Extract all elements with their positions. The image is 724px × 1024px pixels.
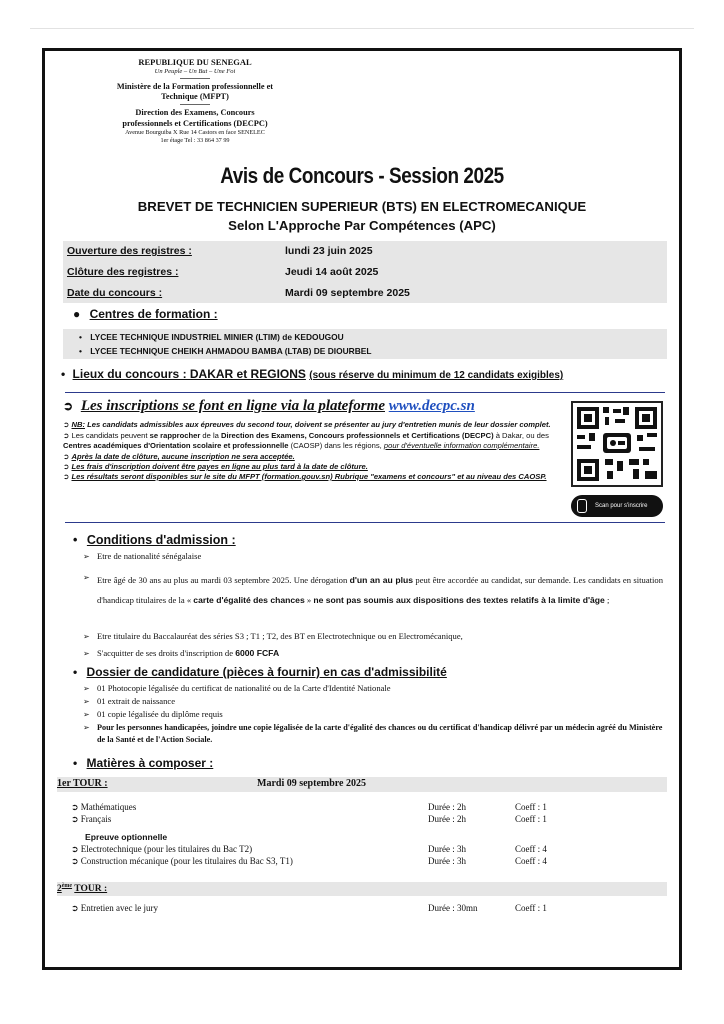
- note-closing: ➲ Après la date de clôture, aucune inscription ne sera acceptée.: [63, 452, 295, 461]
- subject-row: ➲ Entretien avec le jury: [71, 903, 159, 913]
- chevron-right-icon: ➢: [83, 573, 90, 582]
- direction-line1: Direction des Examens, Concours: [135, 108, 255, 118]
- bullet-icon: •: [79, 332, 82, 342]
- subject-duration: Durée : 2h: [428, 802, 466, 812]
- dossier-item-handicap: Pour les personnes handicapées, joindre une copie légalisée de la carte d'égalité des chances ou du certificat d'handicap délivré par un médecin agréé du Ministère de la Santé et de l'Action Sociale.: [97, 723, 663, 744]
- tour1-bar: [57, 777, 667, 792]
- scan-button[interactable]: Scan pour s'inscrire: [571, 495, 663, 517]
- chevron-right-icon: ➢: [83, 723, 90, 732]
- bullet-icon: •: [73, 665, 78, 679]
- chevron-right-icon: ➢: [83, 632, 90, 641]
- inscription-heading: ➲ Les inscriptions se font en ligne via la plateforme www.decpc.sn: [63, 398, 475, 414]
- dossier-item: 01 copie légalisée du diplôme requis: [97, 709, 223, 719]
- tour1-date: Mardi 09 septembre 2025: [257, 778, 366, 789]
- chevron-right-icon: ➢: [83, 710, 90, 719]
- subject-duration: Durée : 2h: [428, 814, 466, 824]
- note-nb: ➲ NB: Les candidats admissibles aux épreuves du second tour, doivent se présenter au jury d'entretien munis de leur dossier complet.: [63, 420, 551, 429]
- header-divider: [180, 104, 210, 105]
- note-fees: ➲ Les frais d'inscription doivent être payes en ligne au plus tard à la date de clôture.: [63, 462, 368, 471]
- tour2-label: 2ème TOUR :: [57, 883, 108, 895]
- tour1-label: 1er TOUR :: [57, 778, 108, 789]
- republic-name: REPUBLIQUE DU SENEGAL: [138, 57, 252, 67]
- subject-coeff: Coeff : 4: [515, 844, 547, 854]
- arrow-right-icon: ➲: [63, 472, 70, 481]
- option-heading: Epreuve optionnelle: [85, 832, 168, 842]
- subject-row: ➲ Construction mécanique (pour les titulaires du Bac S3, T1): [71, 856, 293, 866]
- subject-row: ➲ Français: [71, 814, 112, 824]
- section-rule: [65, 392, 665, 393]
- subject-coeff: Coeff : 1: [515, 802, 547, 812]
- ministry-line1: Ministère de la Formation professionnelle et: [116, 81, 274, 91]
- tour2-bar: [57, 882, 667, 896]
- dossier-item: 01 Photocopie légalisée du certificat de nationalité ou de la Carte d'Identité Nationale: [97, 683, 391, 693]
- chevron-right-icon: ➢: [83, 684, 90, 693]
- bullet-icon: •: [73, 756, 78, 770]
- qr-code-icon[interactable]: [571, 401, 663, 487]
- condition-age: Etre âgé de 30 ans au plus au mardi 03 septembre 2025. Une dérogation d'un an au plus peut être accordée au candidat, sur demande. Les candidats en situation d'handicap titulaires de la « carte d'égalité des chances » ne sont pas soumis aux dispositions des textes relatifs à la limite d'âge ;: [97, 575, 664, 605]
- inscription-notes: [63, 420, 561, 482]
- bullet-icon: ●: [73, 307, 81, 321]
- ministry-line2: Technique (MFPT): [161, 92, 229, 102]
- platform-link[interactable]: www.decpc.sn: [388, 398, 475, 414]
- notice-document: [42, 48, 682, 970]
- chevron-right-icon: ➢: [83, 649, 90, 658]
- condition-nationality: Etre de nationalité sénégalaise: [97, 551, 202, 561]
- page-top-rule: [30, 28, 694, 29]
- address-line1: Avenue Bourguiba X Rue 14 Castors en face SENELEC: [125, 129, 265, 137]
- subject-coeff: Coeff : 1: [515, 903, 547, 913]
- note-contact: ➲ Les candidats peuvent se rapprocher de la Direction des Examens, Concours professionnels et Certifications (DECPC) à Dakar, ou des Centres académiques d'Orientation scolaire et professionnelle (CAOSP) dans les régions, pour d'éventuelle information complémentaire.: [63, 431, 549, 450]
- subtitle-line1: BREVET DE TECHNICIEN SUPERIEUR (BTS) EN ELECTROMECANIQUE: [137, 199, 587, 214]
- phone-icon: [577, 499, 587, 513]
- arrow-right-icon: ➲: [63, 399, 74, 413]
- subject-coeff: Coeff : 4: [515, 856, 547, 866]
- chevron-right-icon: ➢: [83, 552, 90, 561]
- section-rule: [65, 522, 665, 523]
- arrow-right-icon: ➲: [71, 814, 79, 824]
- arrow-right-icon: ➲: [71, 844, 79, 854]
- header-divider: [180, 78, 210, 79]
- official-header: [95, 57, 295, 145]
- national-motto: Un Peuple – Un But – Une Foi: [154, 67, 236, 75]
- note-results: ➲ Les résultats seront disponibles sur le site du MFPT (formation.gouv.sn) Rubrique "examens et concours" et au niveau des CAOSP.: [63, 472, 547, 481]
- conditions-heading: • Conditions d'admission :: [73, 533, 236, 547]
- subject-duration: Durée : 3h: [428, 856, 466, 866]
- subject-duration: Durée : 30mn: [428, 903, 478, 913]
- subject-row: ➲ Mathématiques: [71, 802, 137, 812]
- address-line2: 1er étage Tel : 33 864 37 99: [160, 137, 230, 145]
- subject-coeff: Coeff : 1: [515, 814, 547, 824]
- arrow-right-icon: ➲: [63, 462, 70, 471]
- centre-item: • LYCEE TECHNIQUE CHEIKH AHMADOU BAMBA (LTAB) DE DIOURBEL: [79, 346, 372, 356]
- arrow-right-icon: ➲: [71, 903, 79, 913]
- arrow-right-icon: ➲: [63, 452, 70, 461]
- arrow-right-icon: ➲: [63, 431, 70, 440]
- lieux-line: • Lieux du concours : DAKAR et REGIONS (sous réserve du minimum de 12 candidats exigibles): [61, 367, 564, 381]
- date-row-exam: Date du concours : Mardi 09 septembre 2025: [67, 287, 410, 299]
- bullet-icon: •: [61, 367, 66, 381]
- subject-row: ➲ Electrotechnique (pour les titulaires du Bac T2): [71, 844, 253, 854]
- subtitle-line2: Selon L'Approche Par Compétences (APC): [228, 218, 496, 233]
- centre-item: • LYCEE TECHNIQUE INDUSTRIEL MINIER (LTIM) de KEDOUGOU: [79, 332, 344, 342]
- notice-title: Avis de Concours - Session 2025: [220, 163, 504, 188]
- dossier-heading: • Dossier de candidature (pièces à fournir) en cas d'admissibilité: [73, 665, 447, 679]
- subject-duration: Durée : 3h: [428, 844, 466, 854]
- dossier-item: 01 extrait de naissance: [97, 696, 176, 706]
- qr-code-graphic: [573, 403, 661, 485]
- condition-fees: S'acquitter de ses droits d'inscription de 6000 FCFA: [97, 648, 280, 658]
- date-row-opening: Ouverture des registres : lundi 23 juin 2025: [67, 245, 373, 257]
- chevron-right-icon: ➢: [83, 697, 90, 706]
- matieres-heading: • Matières à composer :: [73, 756, 214, 770]
- condition-diploma: Etre titulaire du Baccalauréat des séries S3 ; T1 ; T2, des BT en Electrotechnique ou en Electromécanique,: [97, 631, 463, 641]
- arrow-right-icon: ➲: [71, 856, 79, 866]
- bullet-icon: •: [79, 346, 82, 356]
- centres-heading: ● Centres de formation :: [73, 307, 218, 321]
- date-row-closing: Clôture des registres : Jeudi 14 août 2025: [67, 266, 379, 278]
- bullet-icon: •: [73, 533, 78, 547]
- arrow-right-icon: ➲: [63, 420, 70, 429]
- direction-line2: professionnels et Certifications (DECPC): [122, 118, 268, 128]
- arrow-right-icon: ➲: [71, 802, 79, 812]
